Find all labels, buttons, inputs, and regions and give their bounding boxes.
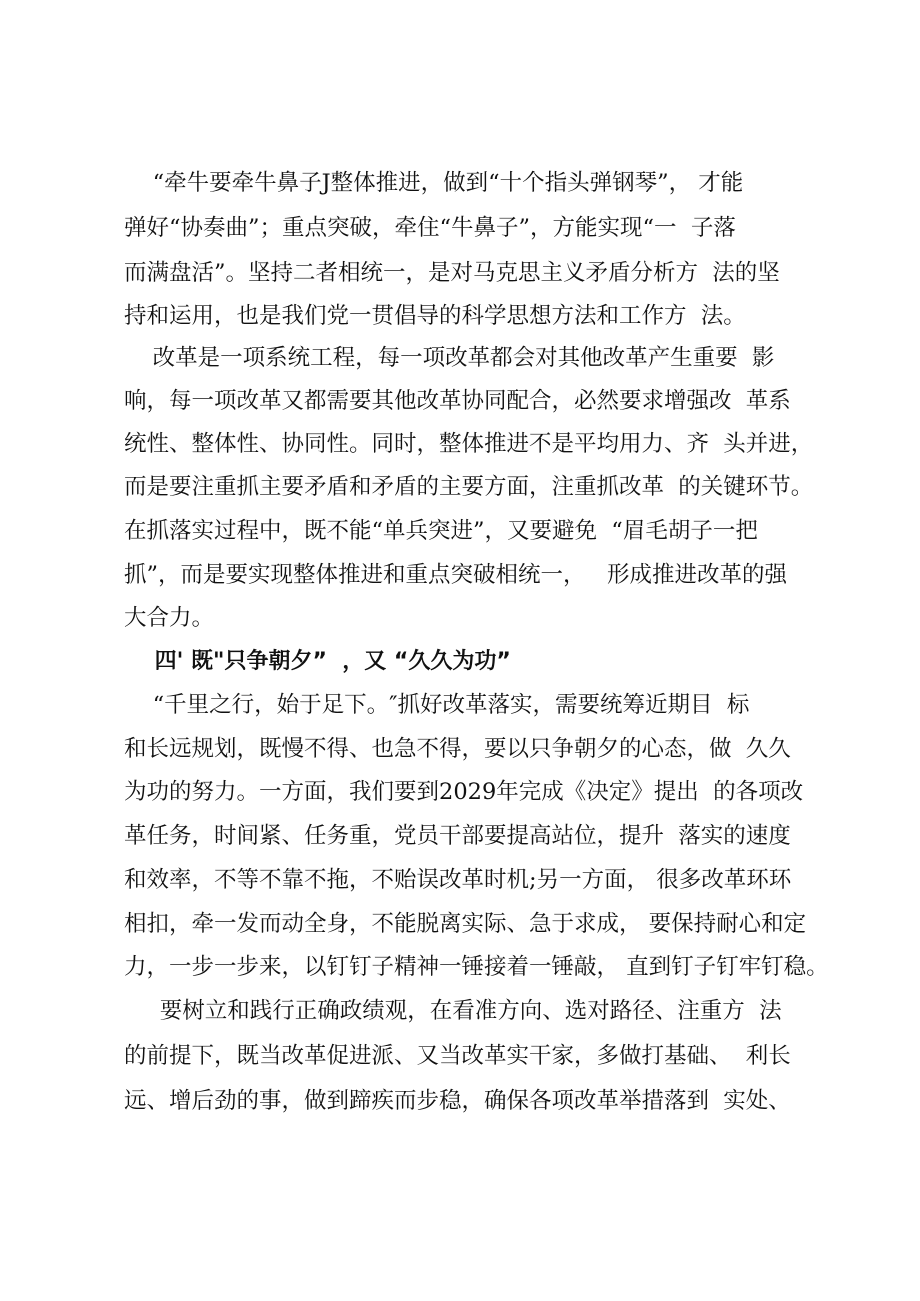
paragraph-2-line-3: 统性、整体性、协同性。同时，整体推进不是平均用力、齐 头并进， — [124, 431, 814, 457]
paragraph-1-line-2: 弹好“协奏曲”；重点突破，牵住“牛鼻子”，方能实现“一 子落 — [124, 215, 736, 241]
paragraph-1-line-1: “牵牛要牵牛鼻子J整体推进，做到“十个指头弹钢琴”， 才能 — [124, 170, 744, 196]
paragraph-2-line-1: 改革是一项系统工程，每一项改革都会对其他改革产生重要 影 — [124, 345, 775, 371]
paragraph-2-line-5: 在抓落实过程中，既不能“单兵突进”，又要避免 “眉毛胡子一把 — [124, 518, 758, 544]
paragraph-4-line-2: 的前提下，既当改革促进派、又当改革实干家，多做打基础、 利长 — [124, 1043, 791, 1069]
paragraph-3-line-4: 革任务，时间紧、任务重，党员干部要提高站位，提升 落实的速度 — [124, 823, 791, 849]
paragraph-2-line-7: 大合力。 — [124, 605, 215, 631]
paragraph-3-line-2: 和长远规划，既慢不得、也急不得，要以只争朝夕的心态，做 久久 — [124, 736, 791, 762]
paragraph-3-line-7: 力，一步一步来，以钉钉子精神一锤接着一锤敲， 直到钉子钉牢钉稳。 — [124, 954, 829, 980]
paragraph-3-line-5: 和效率，不等不靠不拖，不贻误改革时机;另一方面， 很多改革环环 — [124, 867, 792, 893]
paragraph-3-line-6: 相扣，牵一发而动全身，不能脱离实际、急于求成， 要保持耐心和定 — [124, 911, 807, 937]
paragraph-3-line-3: 为功的努力。一方面，我们要到2029年完成《决定》提出 的各项改 — [124, 779, 804, 805]
paragraph-2-line-6: 抓”，而是要实现整体推进和重点突破相统一， 形成推进改革的强 — [124, 562, 787, 588]
paragraph-2-line-2: 响，每一项改革又都需要其他改革协同配合，必然要求增强改 革系 — [124, 388, 791, 414]
paragraph-1-line-4: 持和运用，也是我们党一贯倡导的科学思想方法和工作方 法。 — [124, 303, 746, 329]
paragraph-2-line-4: 而是要注重抓主要矛盾和矛盾的主要方面，注重抓改革 的关键环节。 — [124, 474, 814, 500]
section-heading: 四' 既"只争朝夕” ，又 “久久为功” — [124, 649, 511, 674]
paragraph-4-line-3: 远、增后劲的事，做到蹄疾而步稳，确保各项改革举措落到 实处、 — [124, 1088, 791, 1114]
paragraph-3-line-1: “千里之行，始于足下。″抓好改革落实，需要统筹近期目 标 — [124, 692, 750, 718]
paragraph-1-line-3: 而满盘活”。坚持二者相统一，是对马克思主义矛盾分析方 法的坚 — [124, 260, 780, 286]
paragraph-4-line-1: 要树立和践行正确政绩观，在看准方向、选对路径、注重方 法 — [124, 998, 782, 1024]
